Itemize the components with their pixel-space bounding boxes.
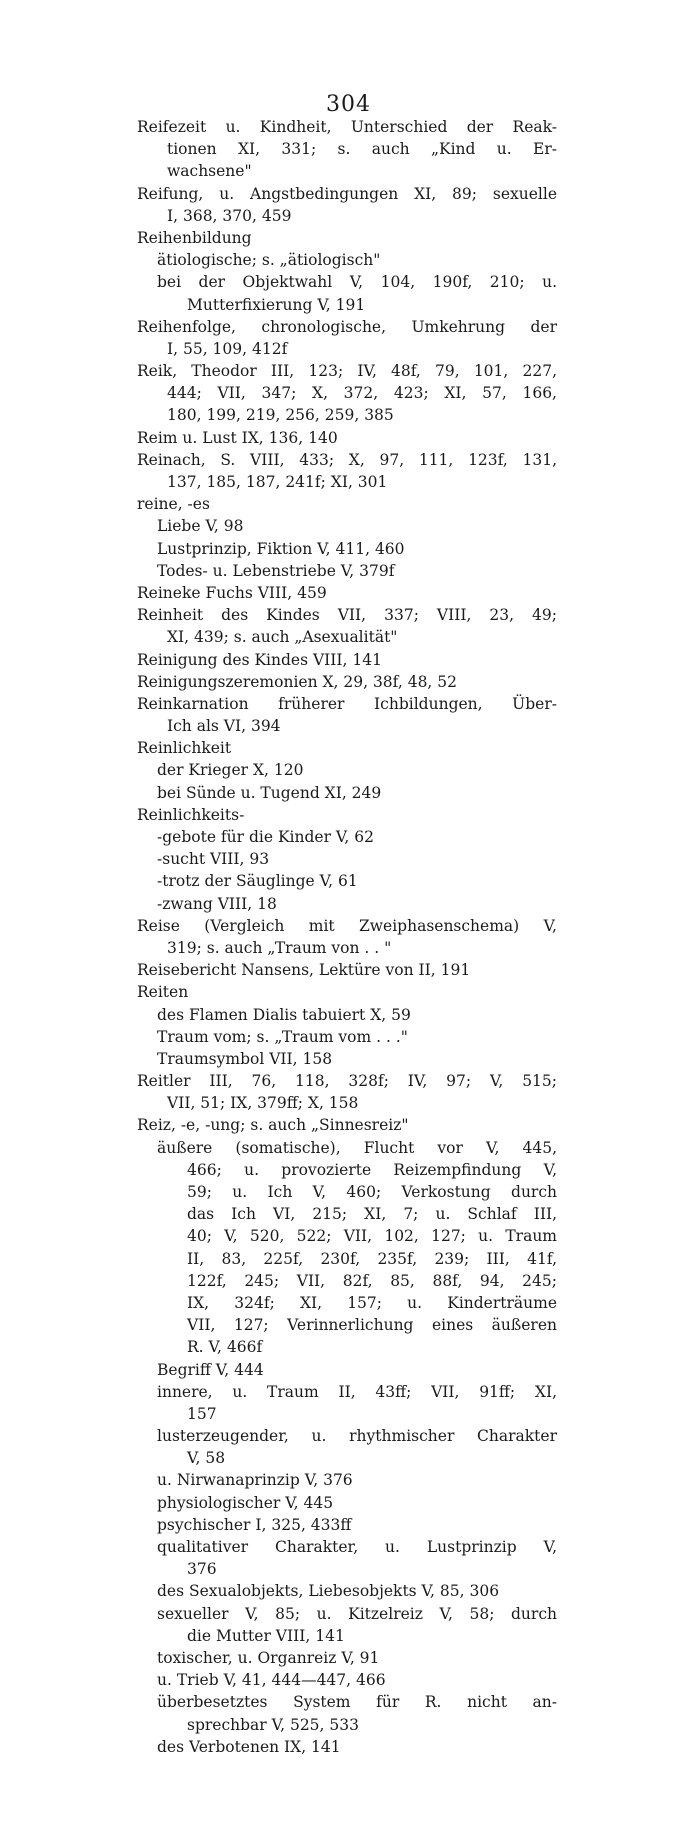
index-subentry: sexueller V, 85; u. Kitzelreiz V, 58; durch (157, 1604, 557, 1623)
index-subentry: IX, 324f; XI, 157; u. Kinderträume (187, 1293, 557, 1312)
index-subentry: physiologischer V, 445 (157, 1493, 334, 1512)
index-entry: Reinigungszeremonien X, 29, 38f, 48, 52 (137, 672, 458, 691)
index-entry: Reim u. Lust IX, 136, 140 (137, 428, 338, 447)
index-entry: Reiz, -e, -ung; s. auch „Sinnesreiz" (137, 1116, 409, 1135)
index-subentry: ätiologische; s. „ätiologisch" (157, 251, 381, 270)
index-subentry: u. Trieb V, 41, 444—447, 466 (157, 1671, 386, 1690)
index-subentry: des Verbotenen IX, 141 (157, 1737, 341, 1756)
index-subentry: 157 (187, 1404, 217, 1423)
index-subentry: sprechbar V, 525, 533 (187, 1715, 359, 1734)
index-subentry: tionen XI, 331; s. auch „Kind u. Er- (167, 140, 557, 159)
index-subentry: 319; s. auch „Traum von . . " (167, 938, 392, 957)
index-entry: Reihenfolge, chronologische, Umkehrung der (137, 317, 557, 336)
index-subentry: wachsene" (167, 162, 252, 181)
index-subentry: Lustprinzip, Fiktion V, 411, 460 (157, 539, 405, 558)
index-subentry: -trotz der Säuglinge V, 61 (157, 872, 358, 891)
index-subentry: u. Nirwanaprinzip V, 376 (157, 1471, 353, 1490)
index-subentry: Ich als VI, 394 (167, 717, 281, 736)
index-subentry: die Mutter VIII, 141 (187, 1626, 345, 1645)
index-entry: Reifung, u. Angstbedingungen XI, 89; sexuelle (137, 184, 557, 203)
index-entry: Reik, Theodor III, 123; IV, 48f, 79, 101, 227, (137, 362, 557, 381)
index-subentry: 122f, 245; VII, 82f, 85, 88f, 94, 245; (187, 1271, 557, 1290)
index-subentry: der Krieger X, 120 (157, 761, 304, 780)
index-subentry: -zwang VIII, 18 (157, 894, 277, 913)
index-subentry: I, 368, 370, 459 (167, 206, 292, 225)
index-entry: Reineke Fuchs VIII, 459 (137, 583, 327, 602)
index-subentry: das Ich VI, 215; XI, 7; u. Schlaf III, (187, 1205, 557, 1224)
index-subentry: Liebe V, 98 (157, 517, 244, 536)
index-subentry: äußere (somatische), Flucht vor V, 445, (157, 1138, 557, 1157)
index-subentry: qualitativer Charakter, u. Lustprinzip V, (157, 1538, 557, 1556)
index-subentry: innere, u. Traum II, 43ff; VII, 91ff; XI, (157, 1382, 557, 1401)
index-subentry: V, 58 (187, 1449, 226, 1468)
index-entry: Reisebericht Nansens, Lektüre von II, 191 (137, 961, 471, 980)
index-subentry: Begriff V, 444 (157, 1360, 264, 1379)
index-entry: Reinheit des Kindes VII, 337; VIII, 23, 49; (137, 606, 557, 625)
index-entry: Reiten (137, 983, 189, 1002)
index-subentry: toxischer, u. Organreiz V, 91 (157, 1648, 380, 1667)
index-subentry: Traum vom; s. „Traum vom . . ." (157, 1027, 408, 1046)
index-subentry: des Flamen Dialis tabuiert X, 59 (157, 1005, 411, 1024)
index-entry: Reitler III, 76, 118, 328f; IV, 97; V, 515; (137, 1072, 557, 1091)
index-entry: Reinkarnation früherer Ichbildungen, Über- (137, 694, 557, 713)
index-entry: Reinach, S. VIII, 433; X, 97, 111, 123f, 131, (137, 450, 557, 469)
index-subentry: psychischer I, 325, 433ff (157, 1515, 352, 1534)
index-subentry: 40; V, 520, 522; VII, 102, 127; u. Traum (187, 1227, 557, 1246)
index-entry: Reinlichkeits- (137, 805, 245, 824)
index-subentry: II, 83, 225f, 230f, 235f, 239; III, 41f, (187, 1249, 557, 1268)
index-subentry: bei der Objektwahl V, 104, 190f, 210; u. (157, 273, 557, 292)
index-subentry: 466; u. provozierte Reizempfindung V, (187, 1160, 557, 1179)
index-subentry: 180, 199, 219, 256, 259, 385 (167, 406, 394, 425)
index-entries (137, 116, 557, 1758)
index-subentry: 444; VII, 347; X, 372, 423; XI, 57, 166, (167, 384, 557, 403)
index-entry: Reinigung des Kindes VIII, 141 (137, 650, 382, 669)
index-subentry: -sucht VIII, 93 (157, 850, 270, 869)
index-subentry: Todes- u. Lebenstriebe V, 379f (157, 561, 395, 580)
index-subentry: Mutterfixierung V, 191 (187, 295, 366, 314)
index-subentry: 376 (187, 1560, 217, 1579)
index-entry: Reifezeit u. Kindheit, Unterschied der Reak- (137, 118, 557, 136)
index-subentry: 59; u. Ich V, 460; Verkostung durch (187, 1183, 557, 1201)
index-entry: Reise (Vergleich mit Zweiphasenschema) V, (137, 916, 557, 935)
index-subentry: XI, 439; s. auch „Asexualität" (167, 628, 398, 647)
index-subentry: VII, 127; Verinnerlichung eines äußeren (187, 1316, 557, 1335)
index-subentry: -gebote für die Kinder V, 62 (157, 828, 374, 846)
index-subentry: bei Sünde u. Tugend XI, 249 (157, 783, 382, 802)
index-subentry: VII, 51; IX, 379ff; X, 158 (167, 1094, 359, 1113)
index-subentry: des Sexualobjekts, Liebesobjekts V, 85, 306 (157, 1582, 500, 1601)
index-subentry: R. V, 466f (187, 1338, 263, 1357)
index-subentry: Traumsymbol VII, 158 (157, 1049, 333, 1068)
index-entry: reine, -es (137, 495, 210, 514)
index-subentry: 137, 185, 187, 241f; XI, 301 (167, 473, 388, 491)
index-subentry: lusterzeugender, u. rhythmischer Charakter (157, 1427, 557, 1446)
index-subentry: I, 55, 109, 412f (167, 339, 288, 358)
index-entry: Reinlichkeit (137, 739, 232, 758)
page-number: 304 (326, 92, 371, 117)
index-subentry: überbesetztes System für R. nicht an- (157, 1693, 557, 1712)
index-entry: Reihenbildung (137, 228, 252, 247)
